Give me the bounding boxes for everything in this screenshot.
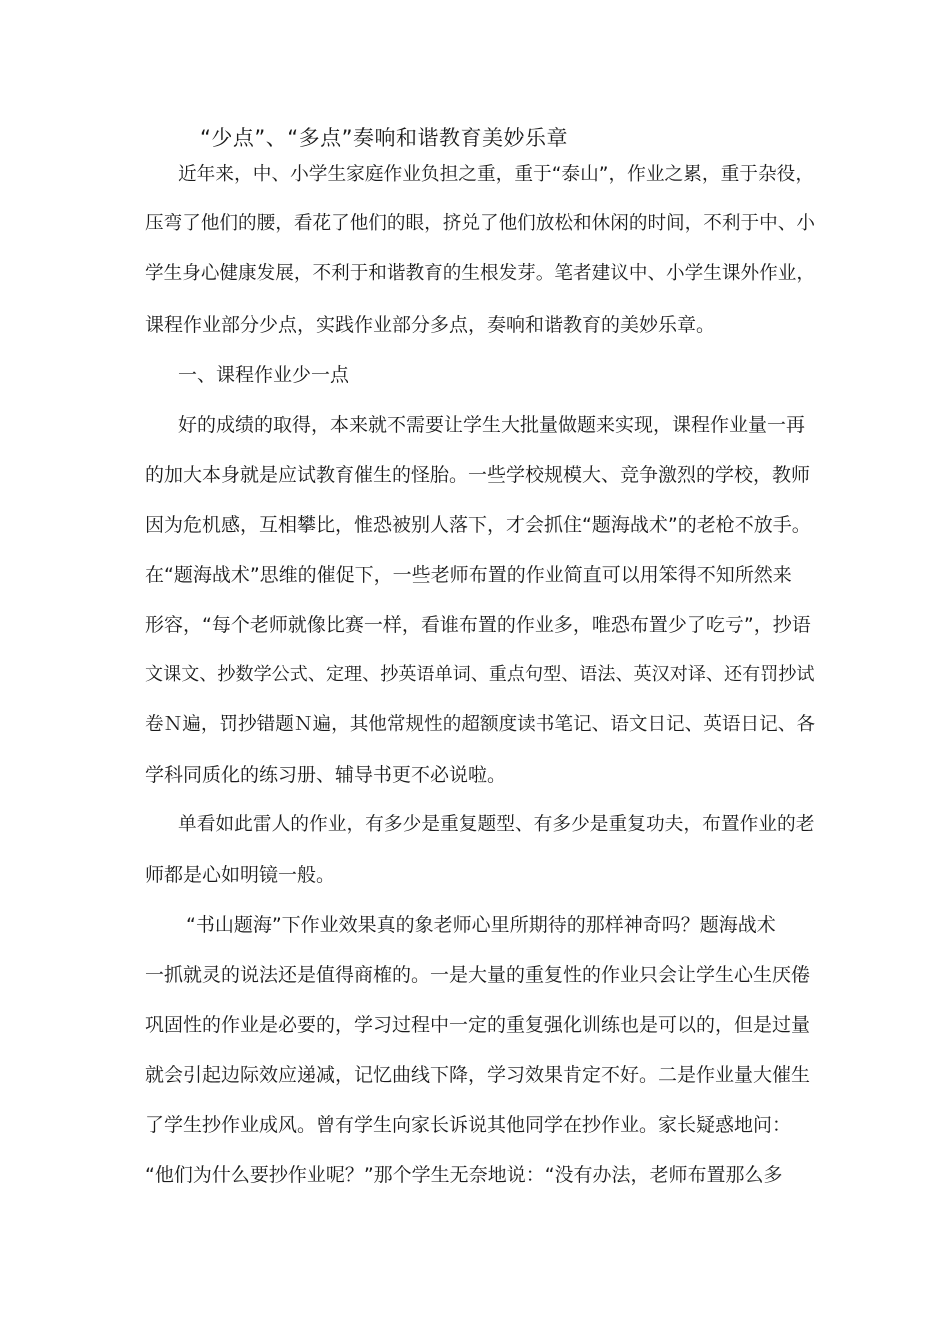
paragraph-line: 师都是心如明镜一般。: [145, 864, 336, 886]
paragraph-line: 因为危机感，互相攀比，惟恐被别人落下，才会抓住“题海战术”的老枪不放手。: [145, 514, 811, 536]
paragraph-line: 了学生抄作业成风。曾有学生向家长诉说其他同学在抄作业。家长疑惑地问：: [145, 1114, 792, 1136]
paragraph-line: 卷Ｎ遍，罚抄错题Ｎ遍，其他常规性的超额度读书笔记、语文日记、英语日记、各: [145, 714, 815, 735]
paragraph-line: 巩固性的作业是必要的，学习过程中一定的重复强化训练也是可以的，但是过量: [145, 1014, 811, 1036]
document-title: “少点”、“多点”奏响和谐教育美妙乐章: [200, 126, 569, 150]
paragraph-line: 近年来，中、小学生家庭作业负担之重，重于“泰山”，作业之累，重于杂役，: [178, 164, 815, 185]
paragraph-line: “他们为什么要抄作业呢？”那个学生无奈地说：“没有办法，老师布置那么多: [145, 1164, 783, 1186]
paragraph-line: 文课文、抄数学公式、定理、抄英语单词、重点句型、语法、英汉对译、还有罚抄试: [145, 664, 815, 685]
paragraph-line: 学科同质化的练习册、辅导书更不必说啦。: [145, 764, 507, 786]
paragraph-line: 课程作业部分少点，实践作业部分多点，奏响和谐教育的美妙乐章。: [145, 314, 716, 336]
paragraph-line: 压弯了他们的腰，看花了他们的眼，挤兑了他们放松和休闲的时间，不利于中、小: [145, 213, 815, 234]
paragraph-line: “书山题海”下作业效果真的象老师心里所期待的那样神奇吗？题海战术: [186, 914, 776, 936]
section-heading: 一、课程作业少一点: [178, 364, 350, 386]
paragraph-line: 单看如此雷人的作业，有多少是重复题型、有多少是重复功夫，布置作业的老: [178, 814, 815, 835]
paragraph-line: 形容，“每个老师就像比赛一样，看谁布置的作业多，唯恐布置少了吃亏”，抄语: [145, 614, 811, 636]
paragraph-line: 就会引起边际效应递减，记忆曲线下降，学习效果肯定不好。二是作业量大催生: [145, 1064, 811, 1086]
paragraph-line: 在“题海战术”思维的催促下，一些老师布置的作业简直可以用笨得不知所然来: [145, 564, 792, 586]
paragraph-line: 的加大本身就是应试教育催生的怪胎。一些学校规模大、竞争激烈的学校，教师: [145, 464, 811, 486]
paragraph-line: 一抓就灵的说法还是值得商榷的。一是大量的重复性的作业只会让学生心生厌倦: [145, 964, 811, 986]
paragraph-line: 好的成绩的取得，本来就不需要让学生大批量做题来实现，课程作业量一再: [178, 414, 806, 436]
paragraph-line: 学生身心健康发展，不利于和谐教育的生根发芽。笔者建议中、小学生课外作业，: [145, 263, 815, 284]
